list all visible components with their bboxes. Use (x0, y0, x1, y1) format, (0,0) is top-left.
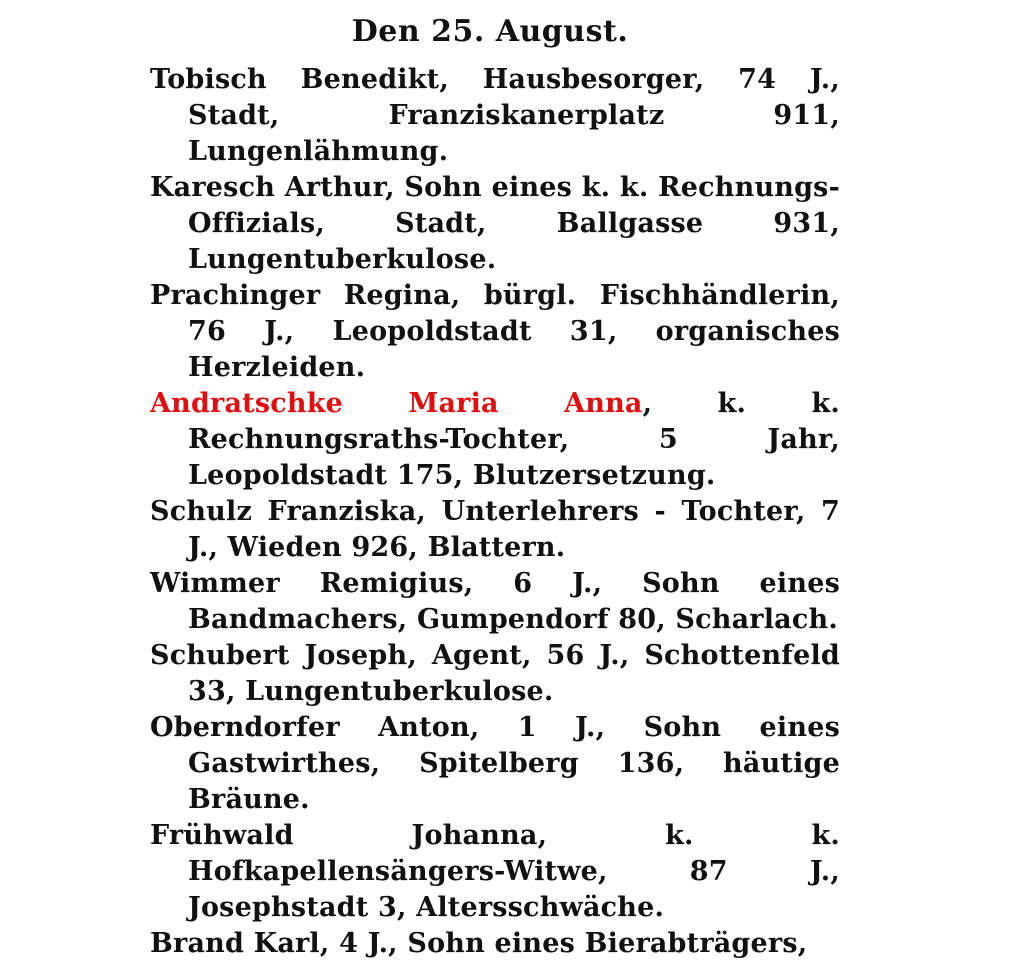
entry-details: Sohn eines k. k. Rechnungs-Offizials, Stadt, Ballgasse 931, Lungentuberkulose. (188, 172, 840, 275)
death-register-list (150, 62, 840, 962)
entry-name: Oberndorfer Anton, (150, 712, 480, 743)
entry-details: 4 J., Sohn eines Bierabträgers, (339, 928, 808, 959)
register-entry (150, 566, 840, 638)
register-entry (150, 170, 840, 278)
entry-details: Agent, 56 J., Schottenfeld 33, Lungentuberkulose. (188, 640, 841, 707)
entry-name: Schubert Joseph, (150, 640, 417, 671)
entry-name: Prachinger Regina, (150, 280, 461, 311)
entry-name: Frühwald Johanna, (150, 820, 548, 851)
register-entry (150, 494, 840, 566)
register-entry (150, 818, 840, 926)
entry-name-highlighted: Andratschke Maria Anna (150, 388, 643, 419)
entry-details: bürgl. Fischhändlerin, 76 J., Leopoldstadt 31, organisches Herzleiden. (188, 280, 840, 383)
entry-details: 6 J., Sohn eines Bandmachers, Gumpendorf 80, Scharlach. (188, 568, 840, 635)
entry-details: , k. k. Rechnungsraths-Tochter, 5 Jahr, Leopoldstadt 175, Blutzersetzung. (188, 388, 840, 491)
register-entry (150, 638, 840, 710)
entry-name: Wimmer Remigius, (150, 568, 474, 599)
register-entry-highlighted (150, 386, 840, 494)
entry-details: 1 J., Sohn eines Gastwirthes, Spitelberg 136, häutige Bräune. (188, 712, 840, 815)
entry-name: Schulz Franziska, (150, 496, 426, 527)
register-entry (150, 926, 840, 962)
entry-details: k. k. Hofkapellensängers-Witwe, 87 J., Josephstadt 3, Altersschwäche. (188, 820, 840, 923)
entry-name: Tobisch Benedikt, (150, 64, 449, 95)
entry-details: Hausbesorger, 74 J., Stadt, Franziskanerplatz 911, Lungenlähmung. (188, 64, 840, 167)
entry-details: Unterlehrers - Tochter, 7 J., Wieden 926, Blattern. (188, 496, 840, 563)
register-entry (150, 710, 840, 818)
register-entry (150, 62, 840, 170)
entry-name: Brand Karl, (150, 928, 330, 959)
register-entry (150, 278, 840, 386)
date-heading: Den 25. August. (351, 14, 629, 49)
entry-name: Karesch Arthur, (150, 172, 395, 203)
